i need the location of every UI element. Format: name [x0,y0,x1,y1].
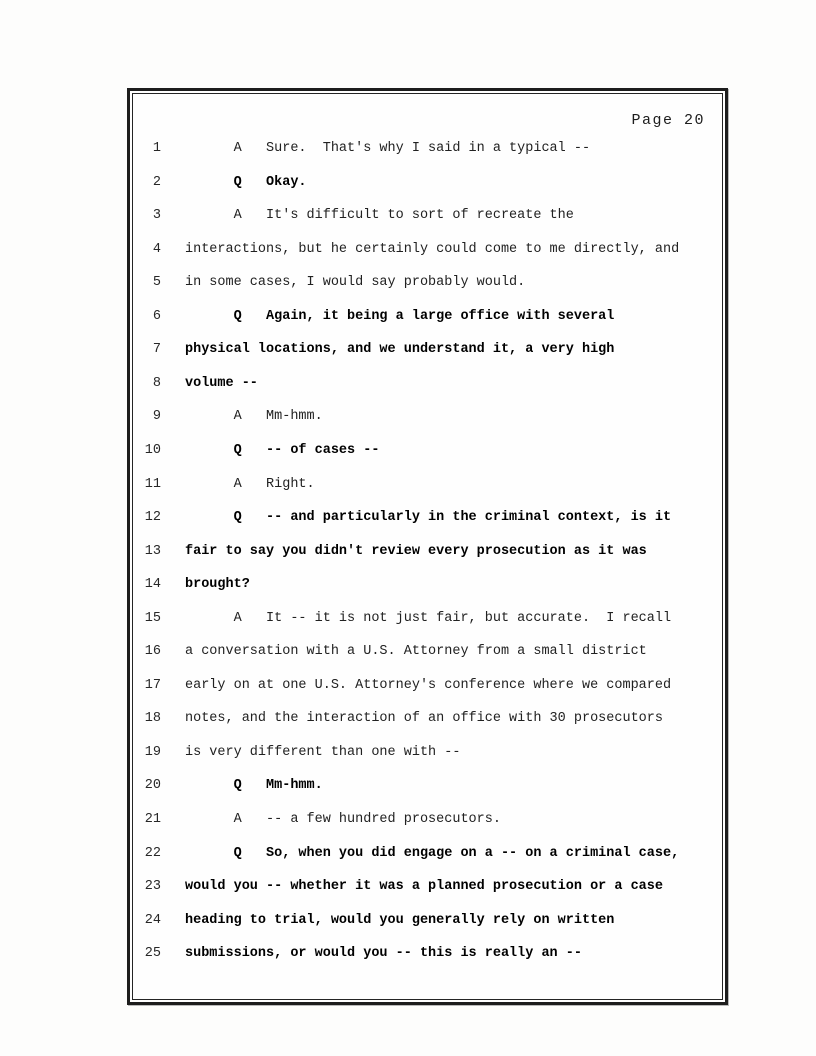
line-number: 2 [152,174,161,190]
line-number: 19 [144,744,161,760]
line-number: 20 [144,778,161,794]
line-number: 8 [152,375,161,391]
line-number: 11 [144,476,161,492]
line-text: Q -- and particularly in the criminal context, is it [185,510,672,526]
transcript-line [133,678,722,698]
line-number: 16 [144,644,161,660]
line-number: 15 [144,610,161,626]
line-number: 25 [144,946,161,962]
transcript-line [133,510,722,530]
line-text: Q -- of cases -- [185,442,380,458]
line-number: 22 [144,845,161,861]
transcript-line [133,611,722,631]
transcript-line [133,208,722,228]
line-text: A -- a few hundred prosecutors. [185,812,501,827]
transcript-line [133,443,722,463]
line-text: heading to trial, would you generally rely on written [185,912,615,928]
transcript-line [133,711,722,731]
transcript-line [133,544,722,564]
line-number: 13 [144,543,161,559]
transcript-line [133,175,722,195]
line-text: Q Okay. [185,174,307,190]
transcript-line [133,409,722,429]
line-text: Q Mm-hmm. [185,778,323,794]
line-text: physical locations, and we understand it, a very high [185,342,615,358]
line-text: Q So, when you did engage on a -- on a criminal case, [185,845,680,861]
transcript-line [133,275,722,295]
transcript-line [133,477,722,497]
line-number: 18 [144,711,161,727]
transcript-line [133,778,722,798]
line-text: early on at one U.S. Attorney's conference where we compared [185,677,672,693]
line-text: Q Again, it being a large office with several [185,308,615,324]
line-text: A It's difficult to sort of recreate the [185,208,574,224]
transcript-line [133,577,722,597]
line-text: in some cases, I would say probably would. [185,275,526,291]
line-text: fair to say you didn't review every prosecution as it was [185,543,647,559]
line-text: volume -- [185,375,258,391]
line-number: 6 [152,308,161,324]
line-number: 10 [144,442,161,458]
line-text: submissions, or would you -- this is really an -- [185,946,582,962]
transcript-line [133,879,722,899]
line-text: is very different than one with -- [185,744,461,760]
line-number: 4 [152,241,161,257]
transcript-line [133,745,722,765]
line-text: A Mm-hmm. [185,409,323,425]
transcript-inner-border [132,93,723,1000]
line-number: 9 [152,409,161,425]
line-number: 7 [152,342,161,358]
transcript-line [133,342,722,362]
line-text: brought? [185,577,250,593]
line-number: 17 [144,677,161,693]
line-number: 5 [152,275,161,291]
line-number: 21 [144,812,161,827]
line-text: notes, and the interaction of an office with 30 prosecutors [185,711,663,727]
transcript-line [133,376,722,396]
line-number: 3 [152,208,161,224]
transcript-line [133,644,722,664]
line-number: 12 [144,510,161,526]
transcript-line [133,812,722,832]
transcript-line [133,141,722,161]
line-text: a conversation with a U.S. Attorney from a small district [185,644,647,660]
transcript-line [133,913,722,933]
line-number: 14 [144,577,161,593]
line-number: 1 [152,141,161,156]
page-number: Page 20 [631,112,705,129]
line-number: 24 [144,912,161,928]
transcript-line [133,309,722,329]
line-text: A Sure. That's why I said in a typical -- [185,141,591,156]
transcript-line [133,846,722,866]
transcript-line [133,946,722,966]
line-text: interactions, but he certainly could come to me directly, and [185,241,680,257]
transcript-outer-border [127,88,728,1005]
line-text: A Right. [185,476,315,492]
line-text: A It -- it is not just fair, but accurate. I recall [185,610,672,626]
line-text: would you -- whether it was a planned prosecution or a case [185,879,663,895]
line-number: 23 [144,879,161,895]
transcript-line [133,242,722,262]
